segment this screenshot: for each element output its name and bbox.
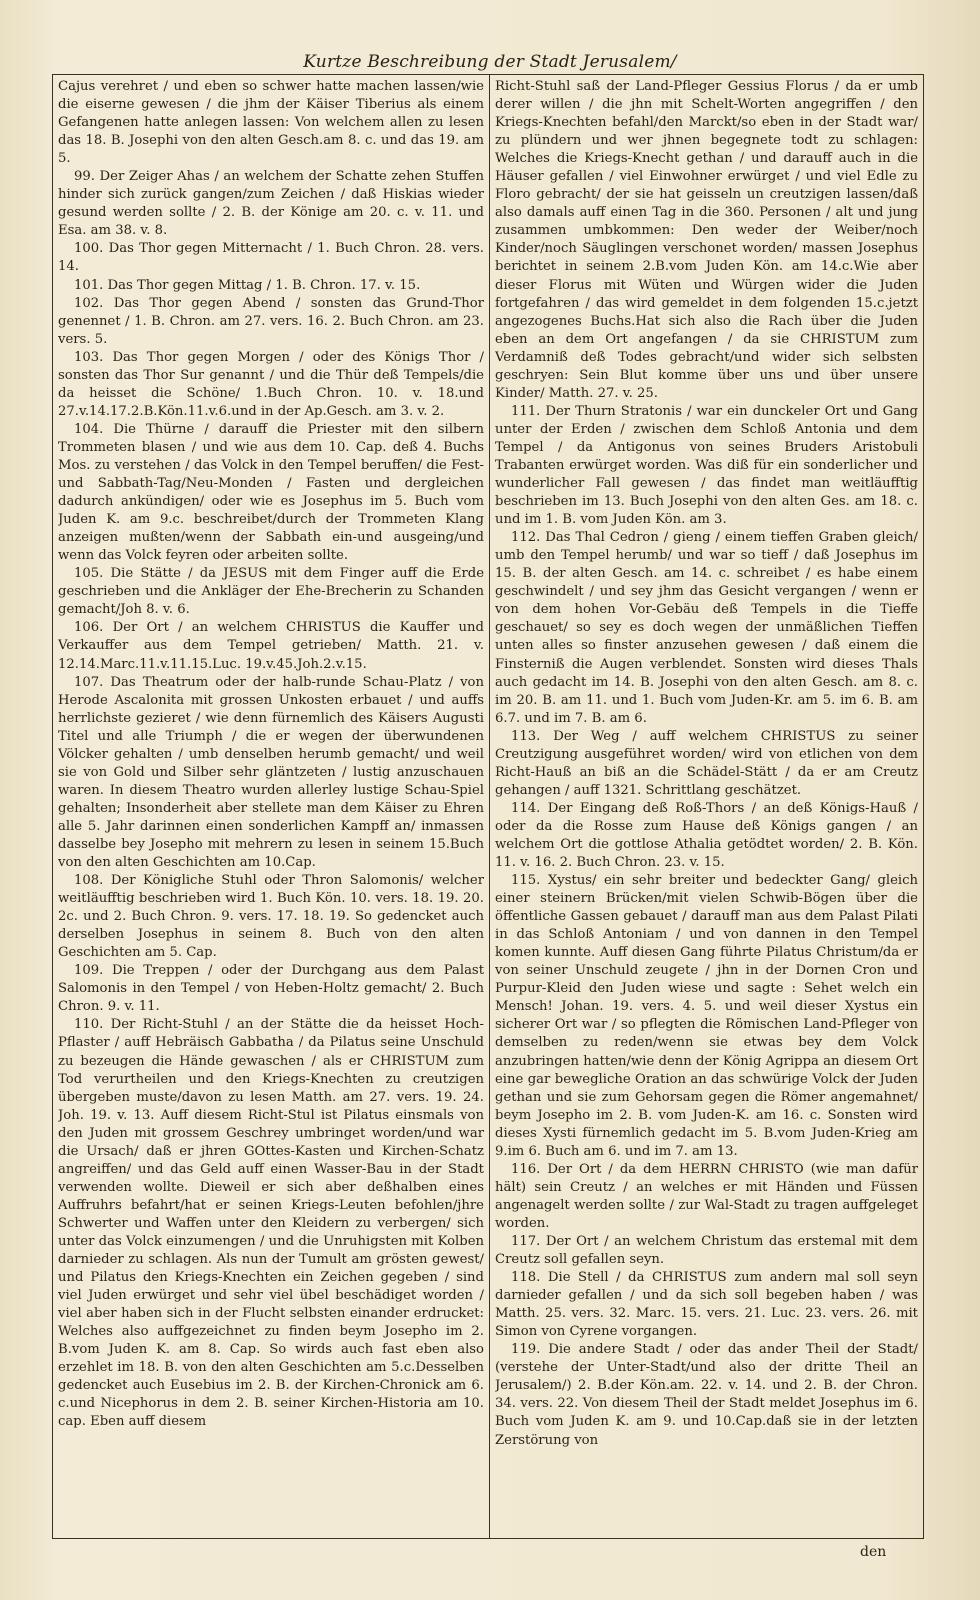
paragraph: 102. Das Thor gegen Abend / sonsten das Grund-Thor genennet / 1. B. Chron. am 27. vers. 16. 2. Buch Chron. am 23. vers. 5. [58,295,484,347]
paragraph: 104. Die Thürne / darauff die Priester mit den silbern Trommeten blasen / und wie aus dem 10. Cap. deß 4. Buchs Mos. zu verstehen / das Volck in den Tempel beruffen/ die Fest- und Sabbath-Tag/Neu-Monden / Fasten und dergleichen dadurch ankündigen/ oder wie es Josephus im 5. Buch vom Juden K. am 9.c. beschreibet/durch der Trommeten Klang anzeigen mußten/wenn der Sabbath ein-und ausgeing/und wenn das Volck feyren oder arbeiten sollte. [58,421,484,564]
paragraph: 109. Die Treppen / oder der Durchgang aus dem Palast Salomonis in den Tempel / von Heben-Holtz gemacht/ 2. Buch Chron. 9. v. 11. [58,963,484,1015]
paragraph: 99. Der Zeiger Ahas / an welchem der Schatte zehen Stuffen hinder sich zurück gangen/zum Zeichen / daß Hiskias wieder gesund werden sollte / 2. B. der Könige am 20. c. v. 11. und Esa. am 38. v. 8. [58,169,484,239]
paragraph: 100. Das Thor gegen Mitternacht / 1. Buch Chron. 28. vers. 14. [58,241,484,275]
paragraph: 114. Der Eingang deß Roß-Thors / an deß Königs-Hauß / oder da die Rosse zum Hause deß Königs gangen / an welchem Ort die gottlose Athalia getödtet worden/ 2. B. Kön. 11. v. 16. 2. Buch Chron. 23. v. 15. [495,800,918,871]
paragraph: 107. Das Theatrum oder der halb-runde Schau-Platz / von Herode Ascalonita mit grossen Unkosten erbauet / und auffs herrlichste gezieret / wie denn fürnemlich des Käisers Augusti Titel und alle Triumph / die er wegen der überwundenen Völcker gehalten / umb denselben herumb gemacht/ und weil sie von Gold und Silber sehr gläntzeten / lustig anzuschauen waren. In diesem Theatro wurden allerley lustige Schau-Spiel gehalten; Insonderheit aber stellete man dem Käiser zu Ehren alle 5. Jahr darinnen einen sonderlichen Kampff an/ inmassen dasselbe bey Josepho mit mehrern zu lesen in seinem 15.Buch von den alten Geschichten am 10.Cap. [58,674,484,871]
paragraph: 108. Der Königliche Stuhl oder Thron Salomonis/ welcher weitläufftig beschrieben wird 1. Buch Kön. 10. vers. 18. 19. 20. 2c. und 2. Buch Chron. 9. vers. 17. 18. 19. So gedencket auch derselben Josephus in seinem 8. Buch von den alten Geschichten am 5. Cap. [58,873,484,961]
paragraph: 106. Der Ort / an welchem CHRISTUS die Kauffer und Verkauffer aus dem Tempel getrieben/ Matth. 21. v. 12.14.Marc.11.v.11.15.Luc. 19.v.45.Joh.2.v.15. [58,620,484,672]
paragraph: 116. Der Ort / da dem HERRN CHRISTO (wie man dafür hält) sein Creutz / an welches er mit Händen und Füssen angenagelt werden sollte / zur Wal-Stadt zu tragen auffgeleget worden. [495,1161,918,1231]
paragraph: 112. Das Thal Cedron / gieng / einem tieffen Graben gleich/ umb den Tempel herumb/ und war so tieff / daß Josephus im 15. B. der alten Gesch. am 14. c. schreibet / es habe einem geschwindelt / und sey jhm das Gesicht vergangen / wenn er von dem hohen Vor-Gebäu deß Tempels in die Tieffe geschauet/ so sey es doch wegen der unmäßlichen Tieffen unten alles so finster anzusehen gewesen / daß einem die Finsterniß die Augen verblendet. Sonsten wird dieses Thals auch gedacht im 14. B. Josephi von den alten Gesch. am 8. c. im 20. B. am 11. und 1. Buch vom Juden-Kr. am 5. im 6. B. am 6.7. und im 7. B. am 6. [495,530,918,726]
paragraph: 111. Der Thurn Stratonis / war ein dunckeler Ort und Gang unter der Erden / zwischen dem Schloß Antonia und dem Tempel / da Antigonus von seines Bruders Aristobuli Trabanten erwürget worden. Was diß für ein sonderlicher und wunderlicher Fall gewesen / das findet man weitläufftig beschrieben im 13. Buch Josephi von den alten Ges. am 18. c. und im 1. B. vom Juden Kön. am 3. [495,403,918,528]
column-divider [489,74,490,1539]
paragraph: 105. Die Stätte / da JESUS mit dem Finger auff die Erde geschrieben und die Ankläger der Ehe-Brecherin zu Schanden gemacht/Joh 8. v. 6. [58,566,484,618]
paragraph: 118. Die Stell / da CHRISTUS zum andern mal soll seyn darnieder gefallen / und da sich soll begeben haben / was Matth. 25. vers. 32. Marc. 15. vers. 21. Luc. 23. vers. 26. mit Simon von Cyrene vorgangen. [495,1270,918,1340]
paragraph: 115. Xystus/ ein sehr breiter und bedeckter Gang/ gleich einer steinern Brücken/mit vielen Schwib-Bögen über die öffentliche Gassen gebauet / darauff man aus dem Palast Pilati in das Schloß Antoniam / und von dannen in den Tempel komen kunnte. Auff diesen Gang führte Pilatus Christum/da er von seiner Unschuld zeugete / jhn in der Dornen Cron und Purpur-Kleid den Juden wiese und sagte : Sehet welch ein Mensch! Johan. 19. vers. 4. 5. und weil dieser Xystus ein sicherer Ort war / so pflegten die Römischen Land-Pfleger von demselben zu reden/wenn sie etwas bey dem Volck anzubringen hatten/wie denn der König Agrippa an diesem Ort eine gar bewegliche Oration an das schwürige Volck der Juden gethan und sie zum Gehorsam gegen die Römer angemahnet/ beym Josepho im 2. B. vom Juden-K. am 16. c. Sonsten wird dieses Xysti fürnemlich gedacht im 5. B.vom Juden-Krieg am 9.im 6. Buch am 6. und im 7. am 13. [495,873,918,1159]
right-column [495,78,918,1536]
paragraph: 103. Das Thor gegen Morgen / oder des Königs Thor / sonsten das Thor Sur genannt / und die Thür deß Tempels/die da heisset die Schöne/ 1.Buch Chron. 10. v. 18.und 27.v.14.17.2.B.Kön.11.v.6.und in der Ap.Gesch. am 3. v. 2. [58,349,484,419]
page-title: Kurtze Beschreibung der Stadt Jerusalem/ [303,52,677,72]
paragraph: 110. Der Richt-Stuhl / an der Stätte die da heisset Hoch-Pflaster / auff Hebräisch Gabbatha / da Pilatus seine Unschuld zu bezeugen die Hände gewaschen / als er CHRISTUM zum Tod verurtheilen und den Kriegs-Knechten zu creutzigen übergeben muste/davon zu lesen Matth. am 27. vers. 19. 24. Joh. 19. v. 13. Auff diesem Richt-Stul ist Pilatus einsmals von den Juden mit grossem Geschrey umbringet worden/und war die Ursach/ daß er jhren GOttes-Kasten und Kirchen-Schatz angreiffen/ und das Geld auff einen Wasser-Bau in der Stadt verwenden wollte. Dieweil er sich aber deßhalben eines Auffruhrs befahrt/hat er seinen Kriegs-Leuten befohlen/jhre Schwerter und Waffen unter den Kleidern zu verbergen/ sich unter das Volck einzumengen / und die Unruhigsten mit Kolben darnieder zu schlagen. Als nun der Tumult am grösten gewest/ und Pilatus den Kriegs-Knechten ein Zeichen gegeben / sind viel Juden erwürget und sehr viel übel beschädiget worden / viel aber haben sich in der Flucht selbsten einander erdrucket: Welches also auffgezeichnet zu finden beym Josepho im 2. B.vom Juden K. am 8. Cap. So wirds auch fast eben also erzehlet im 18. B. von den alten Geschichten am 5.c.Desselben gedencket auch Eusebius im 2. B. der Kirchen-Chronick am 6. c.und Nicephorus in dem 2. B. seiner Kirchen-Historia am 10. cap. Eben auff diesem [58,1017,484,1430]
paragraph: Cajus verehret / und eben so schwer hatte machen lassen/wie die eiserne gewesen / die jhm der Käiser Tiberius als einem Gefangenen hatte anlegen lassen: Von welchem allen zu lesen das 18. B. Josephi von den alten Gesch.am 8. c. und das 19. am 5. [58,79,484,167]
paragraph: Richt-Stuhl saß der Land-Pfleger Gessius Florus / da er umb derer willen / die jhn mit Schelt-Worten angegriffen / den Kriegs-Knechten befahl/den Marckt/so eben in der Stadt war/ zu plündern und wer jhnen begegnete todt zu schlagen: Welches die Kriegs-Knecht gethan / und darauff auch in die Häuser gefallen / viel Einwohner erwürget / und viel Edle zu Floro gebracht/ der sie hat geisseln un creutzigen lassen/daß also damals auff einen Tag in die 360. Personen / alt und jung zusammen umbkommen: Den weder der Weiber/noch Kinder/noch Säuglingen verschonet worden/ massen Josephus berichtet in seinem 2.B.vom Juden Kön. am 14.c.Wie aber dieser Florus mit Wüten und Würgen wider die Juden fortgefahren / das wird gemeldet in dem folgenden 15.c.jetzt angezogenes Buchs.Hat sich also die Rach über die Juden eben an dem Ort angefangen / da sie CHRISTUM zum Verdamniß deß Todes gebracht/und wider sich selbsten geschryen: Sein Blut komme über uns und über unsere Kinder/ Matth. 27. v. 25. [495,79,918,401]
paragraph: 113. Der Weg / auff welchem CHRISTUS zu seiner Creutzigung ausgeführet worden/ wird von etlichen von dem Richt-Hauß an biß an die Schädel-Stätt / da er am Creutz gehangen / auff 1321. Schrittlang geschätzet. [495,728,918,798]
paragraph: 119. Die andere Stadt / oder das ander Theil der Stadt/ (verstehe der Unter-Stadt/und also der dritte Theil an Jerusalem/) 2. B.der Kön.am. 22. v. 14. und 2. B. der Chron. 34. vers. 22. Von diesem Theil der Stadt meldet Josephus im 6. Buch vom Juden K. am 9. und 10.Cap.daß sie in der letzten Zerstörung von [495,1342,918,1448]
paragraph: 101. Das Thor gegen Mittag / 1. B. Chron. 17. v. 15. [74,277,421,293]
paragraph: 117. Der Ort / an welchem Christum das erstemal mit dem Creutz soll gefallen seyn. [495,1234,918,1268]
catchword: den [860,1544,887,1560]
left-column [58,78,484,1536]
